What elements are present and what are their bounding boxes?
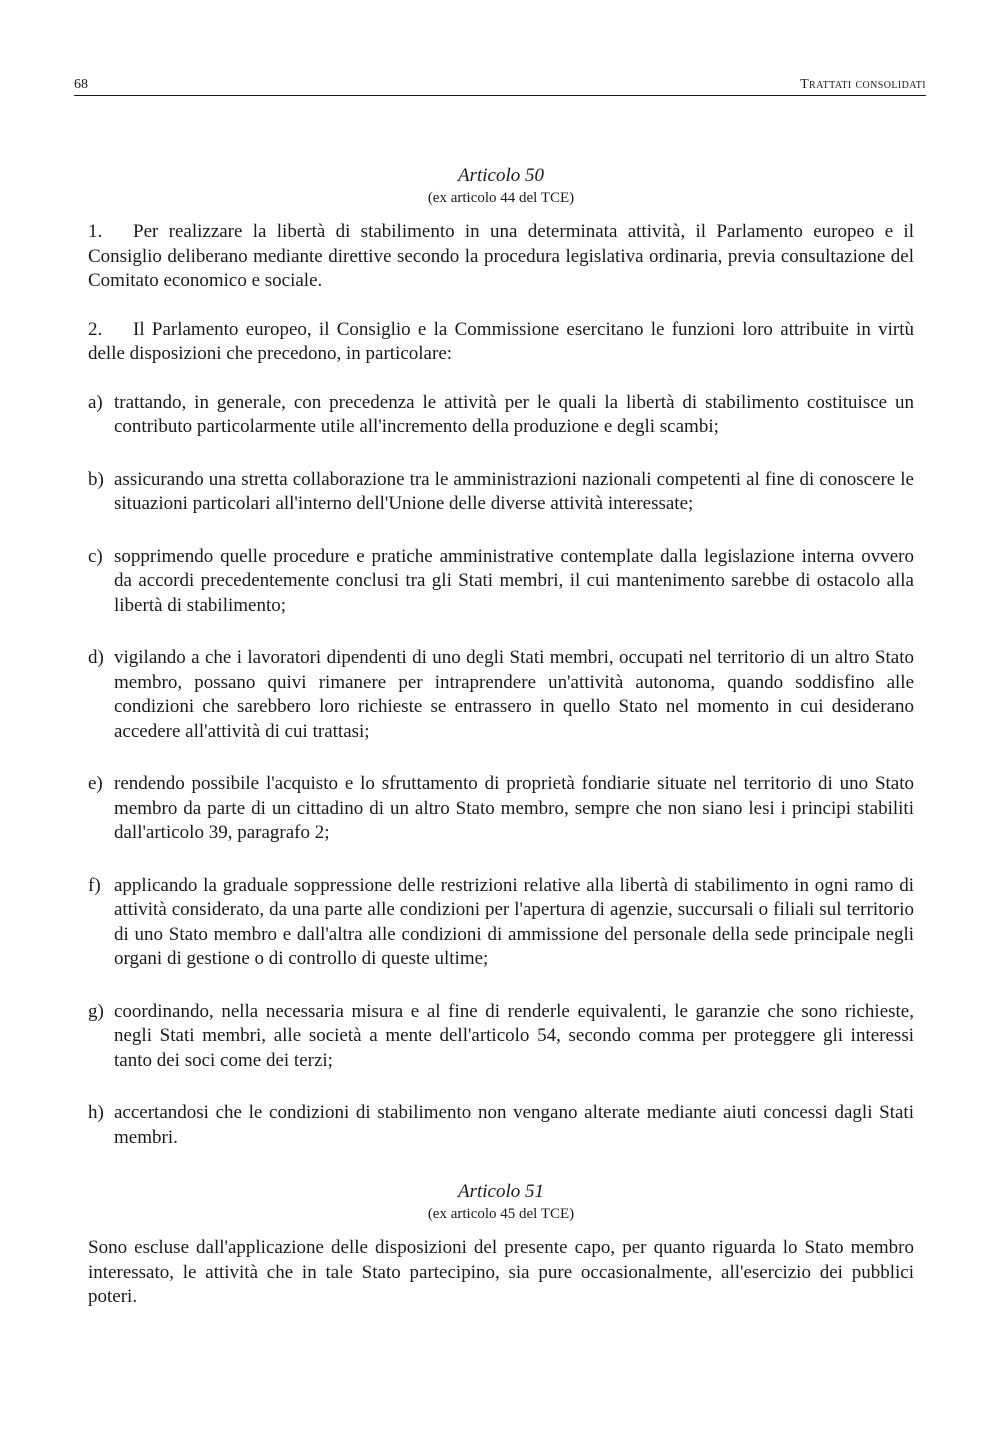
list-item-text: coordinando, nella necessaria misura e al fine di renderle equivalenti, le garanzie che sono richieste, negli Stati membri, alle società a mente dell'articolo 54, secondo comma per proteggere gli interessi tanto dei soci come dei terzi; xyxy=(114,1000,914,1071)
paragraph-number: 1. xyxy=(88,221,103,242)
list-item xyxy=(88,468,914,517)
article-title: Articolo 50 xyxy=(457,165,545,186)
article-subtitle: (ex articolo 44 del TCE) xyxy=(427,190,575,206)
paragraph-text: Il Parlamento europeo, il Consiglio e la Commissione esercitano le funzioni loro attribuite in virtù delle disposizioni che precedono, in particolare: xyxy=(88,318,914,364)
article-51 xyxy=(88,1180,914,1310)
article-50 xyxy=(88,164,914,1150)
list-item-text: applicando la graduale soppressione delle restrizioni relative alla libertà di stabilimento in ogni ramo di attività considerato, da una parte alle condizioni per l'apertura di agenzie, succursali o filiali sul territorio di uno Stato membro e dall'altra alle condizioni di ammissione del personale della sede principale negli organi di gestione o di controllo di queste ultime; xyxy=(114,874,914,969)
list-item xyxy=(88,772,914,846)
paragraph-text: Per realizzare la libertà di stabilimento in una determinata attività, il Parlamento europeo e il Consiglio deliberano mediante direttive secondo la procedura legislativa ordinaria, previa consultazione del Comitato economico e sociale. xyxy=(88,221,914,291)
list-item-letter: g) xyxy=(88,1000,104,1022)
article-paragraph: Sono escluse dall'applicazione delle disposizioni del presente capo, per quanto riguarda lo Stato membro interessato, le attività che in tale Stato partecipino, sia pure occasionalmente, all'esercizio dei pubblici poteri. xyxy=(88,1237,914,1307)
article-title: Articolo 51 xyxy=(457,1181,545,1202)
list-item-text: sopprimendo quelle procedure e pratiche amministrative contemplate dalla legislazione interna ovvero da accordi precedentemente conclusi tra gli Stati membri, il cui mantenimento sarebbe di ostacolo alla libertà di stabilimento; xyxy=(114,545,914,616)
list-item xyxy=(88,1000,914,1074)
running-header xyxy=(74,75,926,96)
list-item-letter: f) xyxy=(88,874,101,896)
list-item-letter: h) xyxy=(88,1102,104,1123)
list-item-letter: b) xyxy=(88,468,104,490)
document-body xyxy=(88,164,914,1334)
list-item xyxy=(88,646,914,744)
list-item-letter: a) xyxy=(88,391,103,413)
list-item-letter: d) xyxy=(88,647,104,668)
list-item xyxy=(88,391,914,440)
numbered-paragraph xyxy=(88,220,914,294)
list-item-text: trattando, in generale, con precedenza le attività per le quali la libertà di stabilimento costituisce un contributo particolarmente utile all'incremento della produzione e degli scambi; xyxy=(114,391,914,437)
list-item xyxy=(88,545,914,619)
numbered-paragraph xyxy=(88,318,914,367)
list-item xyxy=(88,1101,914,1150)
list-item xyxy=(88,874,914,972)
list-item-text: accertandosi che le condizioni di stabilimento non vengano alterate mediante aiuti concessi dagli Stati membri. xyxy=(114,1102,914,1148)
list-item-text: vigilando a che i lavoratori dipendenti di uno degli Stati membri, occupati nel territorio di un altro Stato membro, possano quivi rimanere per intraprendere un'attività autonoma, quando soddisfino alle condizioni che sarebbero loro richieste se entrassero in quello Stato nel momento in cui desiderano accedere all'attività di cui trattasi; xyxy=(114,647,914,742)
journal-title: Trattati consolidati xyxy=(800,77,926,92)
paragraph-number: 2. xyxy=(88,318,103,340)
list-item-text: rendendo possibile l'acquisto e lo sfruttamento di proprietà fondiarie situate nel territorio di uno Stato membro da parte di un cittadino di un altro Stato membro, sempre che non siano lesi i principi stabiliti dall'articolo 39, paragrafo 2; xyxy=(114,773,914,843)
list-item-letter: e) xyxy=(88,773,103,794)
list-item-text: assicurando una stretta collaborazione tra le amministrazioni nazionali competenti al fine di conoscere le situazioni particolari all'interno dell'Unione delle diverse attività interessate; xyxy=(114,468,914,514)
page-number: 68 xyxy=(74,77,88,92)
list-item-letter: c) xyxy=(88,545,103,567)
article-subtitle: (ex articolo 45 del TCE) xyxy=(427,1206,575,1222)
